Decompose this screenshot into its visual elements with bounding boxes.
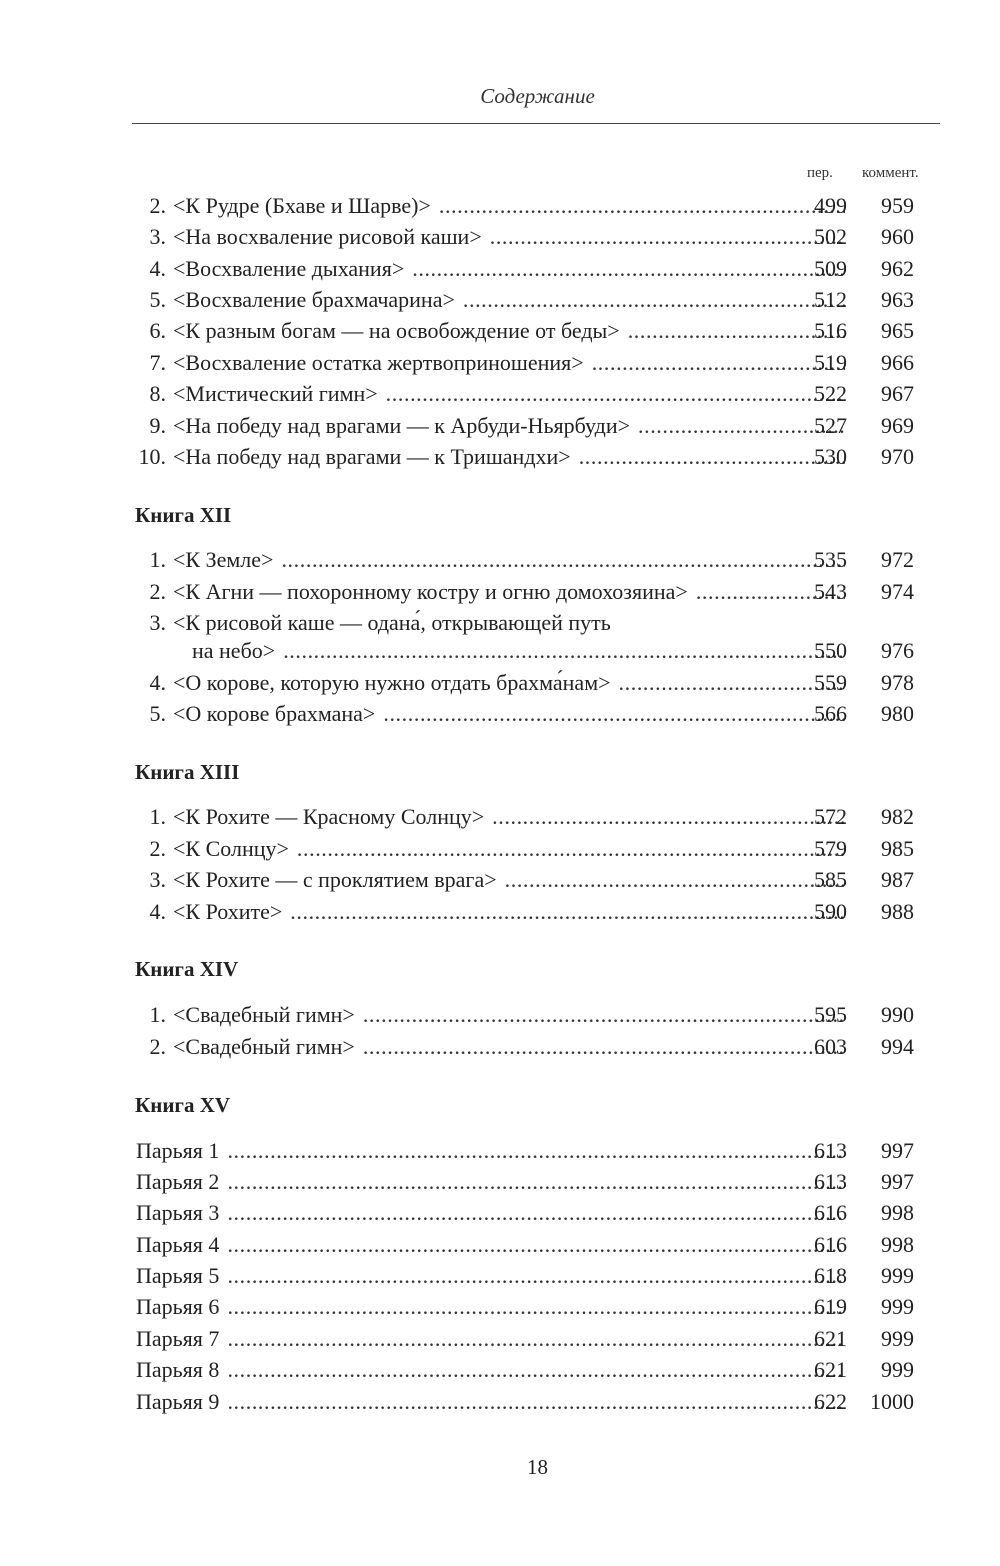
leader-dots [383,699,845,729]
commentary-page: 987 [881,867,914,892]
commentary-page: 990 [881,1002,914,1027]
translation-page: 622 [814,1389,847,1414]
translation-page: 613 [814,1138,847,1163]
entry-title: Парьяя 1 [136,1138,220,1163]
leader-dots [283,636,845,666]
entry-number: 6. [149,318,166,343]
entry-title: <На победу над врагами — к Тришандхи> [173,444,571,469]
toc-entry [0,1355,1000,1385]
commentary-page: 972 [881,547,914,572]
leader-dots [227,1261,845,1291]
commentary-page: 1000 [870,1389,914,1414]
toc-entry [0,1032,1000,1062]
entry-title: <Восхваление остатка жертвоприношения> [173,350,584,375]
column-header-translation: пер. [807,165,833,181]
toc-entry [0,191,1000,221]
toc-entry [0,1000,1000,1030]
toc-entry [0,1167,1000,1197]
commentary-page: 997 [881,1138,914,1163]
toc-entry [0,348,1000,378]
commentary-page: 982 [881,804,914,829]
commentary-page: 997 [881,1169,914,1194]
leader-dots [227,1167,845,1197]
entry-title: Парьяя 8 [136,1357,220,1382]
leader-dots [386,379,845,409]
toc-entry [0,254,1000,284]
entry-title: <К Рудре (Бхаве и Шарве)> [173,193,431,218]
entry-number: 2. [149,1034,166,1059]
commentary-page: 967 [881,381,914,406]
entry-title: Парьяя 2 [136,1169,220,1194]
toc-entry [0,1230,1000,1260]
entry-title: <Свадебный гимн> [173,1002,355,1027]
toc-entry [0,285,1000,315]
leader-dots [579,442,845,472]
translation-page: 509 [814,256,847,281]
entry-number: 3. [149,224,166,249]
toc-entry [0,316,1000,346]
commentary-page: 963 [881,287,914,312]
leader-dots [297,834,845,864]
entry-number: 3. [149,610,166,635]
leader-dots [505,865,845,895]
leader-dots [227,1230,845,1260]
leader-dots [490,222,845,252]
toc-entry [0,802,1000,832]
translation-page: 619 [814,1294,847,1319]
entry-title: <К Рохите — с проклятием врага> [173,867,497,892]
page-number: 18 [527,1455,548,1479]
translation-page: 595 [814,1002,847,1027]
entry-number: 2. [149,193,166,218]
commentary-page: 985 [881,836,914,861]
leader-dots [363,1032,845,1062]
commentary-page: 988 [881,899,914,924]
entry-title: Парьяя 7 [136,1326,220,1351]
entry-title: Парьяя 5 [136,1263,220,1288]
toc-entry [0,1324,1000,1354]
toc-entry [0,668,1000,698]
entry-number: 2. [149,579,166,604]
entry-number: 2. [149,836,166,861]
entry-title: <К Агни — похоронному костру и огню домохозяина> [173,579,688,604]
leader-dots [227,1355,845,1385]
entry-title: <Восхваление дыхания> [173,256,405,281]
toc-entry [0,577,1000,607]
entry-number: 5. [149,287,166,312]
toc-entry [0,379,1000,409]
entry-title: <Восхваление брахмачарина> [173,287,455,312]
header-rule [132,123,940,124]
commentary-page: 978 [881,670,914,695]
entry-title: <На восхваление рисовой каши> [173,224,482,249]
toc-entry [0,411,1000,441]
leader-dots [227,1198,845,1228]
leader-dots [463,285,845,315]
book-heading: Книга XV [135,1093,231,1117]
toc-entry [0,545,1000,575]
translation-page: 499 [814,193,847,218]
commentary-page: 980 [881,701,914,726]
leader-dots [227,1387,845,1417]
toc-entry [0,442,1000,472]
entry-title: <К Рохите — Красному Солнцу> [173,804,485,829]
commentary-page: 999 [881,1357,914,1382]
entry-title: <На победу над врагами — к Арбуди-Ньярбуди> [173,413,630,438]
book-heading: Книга XIII [135,760,240,784]
entry-number: 8. [149,381,166,406]
toc-entry [0,1136,1000,1166]
entry-number: 1. [149,1002,166,1027]
translation-page: 535 [814,547,847,572]
translation-page: 519 [814,350,847,375]
translation-page: 550 [814,638,847,663]
commentary-page: 999 [881,1294,914,1319]
running-header: Содержание [480,84,595,108]
entry-number: 3. [149,867,166,892]
entry-title: Парьяя 4 [136,1232,220,1257]
entry-number: 1. [149,547,166,572]
leader-dots [290,897,845,927]
translation-page: 585 [814,867,847,892]
leader-dots [227,1292,845,1322]
commentary-page: 969 [881,413,914,438]
commentary-page: 998 [881,1200,914,1225]
translation-page: 543 [814,579,847,604]
leader-dots [227,1324,845,1354]
entry-number: 10. [138,444,166,469]
leader-dots [492,802,845,832]
translation-page: 621 [814,1326,847,1351]
translation-page: 613 [814,1169,847,1194]
translation-page: 621 [814,1357,847,1382]
translation-page: 559 [814,670,847,695]
entry-title-line: <К рисовой каше — одана́, открывающей путь [173,610,611,635]
commentary-page: 966 [881,350,914,375]
commentary-page: 974 [881,579,914,604]
leader-dots [363,1000,845,1030]
translation-page: 566 [814,701,847,726]
entry-title: <Мистический гимн> [173,381,378,406]
translation-page: 590 [814,899,847,924]
translation-page: 618 [814,1263,847,1288]
entry-number: 9. [149,413,166,438]
toc-entry [0,222,1000,252]
toc-entry [0,1292,1000,1322]
commentary-page: 965 [881,318,914,343]
commentary-page: 976 [881,638,914,663]
entry-title: Парьяя 3 [136,1200,220,1225]
translation-page: 572 [814,804,847,829]
commentary-page: 960 [881,224,914,249]
translation-page: 516 [814,318,847,343]
commentary-page: 970 [881,444,914,469]
leader-dots [281,545,845,575]
leader-dots [439,191,845,221]
translation-page: 512 [814,287,847,312]
entry-number: 1. [149,804,166,829]
entry-title: <К Рохите> [173,899,283,924]
toc-entry [0,636,1000,666]
entry-title: <К Солнцу> [173,836,289,861]
toc-entry [0,1198,1000,1228]
column-header-commentary: коммент. [862,165,919,181]
entry-number: 7. [149,350,166,375]
translation-page: 522 [814,381,847,406]
leader-dots [227,1136,845,1166]
commentary-page: 962 [881,256,914,281]
entry-title: <О корове, которую нужно отдать брахма́нам> [173,670,611,695]
translation-page: 530 [814,444,847,469]
entry-title: <К разным богам — на освобождение от беды> [173,318,620,343]
entry-title: Парьяя 9 [136,1389,220,1414]
entry-title: <Свадебный гимн> [173,1034,355,1059]
toc-entry [0,834,1000,864]
commentary-page: 999 [881,1326,914,1351]
commentary-page: 959 [881,193,914,218]
entry-number: 5. [149,701,166,726]
entry-number: 4. [149,899,166,924]
entry-title: <К Земле> [173,547,274,572]
entry-title: Парьяя 6 [136,1294,220,1319]
toc-entry [0,699,1000,729]
entry-number: 4. [149,670,166,695]
book-heading: Книга XIV [135,957,239,981]
translation-page: 502 [814,224,847,249]
translation-page: 616 [814,1232,847,1257]
commentary-page: 998 [881,1232,914,1257]
translation-page: 603 [814,1034,847,1059]
toc-entry [0,1387,1000,1417]
entry-number: 4. [149,256,166,281]
leader-dots [412,254,845,284]
entry-title: на небо> [192,638,276,663]
commentary-page: 999 [881,1263,914,1288]
toc-entry [0,1261,1000,1291]
commentary-page: 994 [881,1034,914,1059]
book-heading: Книга XII [135,503,232,527]
translation-page: 616 [814,1200,847,1225]
toc-entry [0,897,1000,927]
translation-page: 527 [814,413,847,438]
toc-entry [0,865,1000,895]
translation-page: 579 [814,836,847,861]
entry-title: <О корове брахмана> [173,701,376,726]
